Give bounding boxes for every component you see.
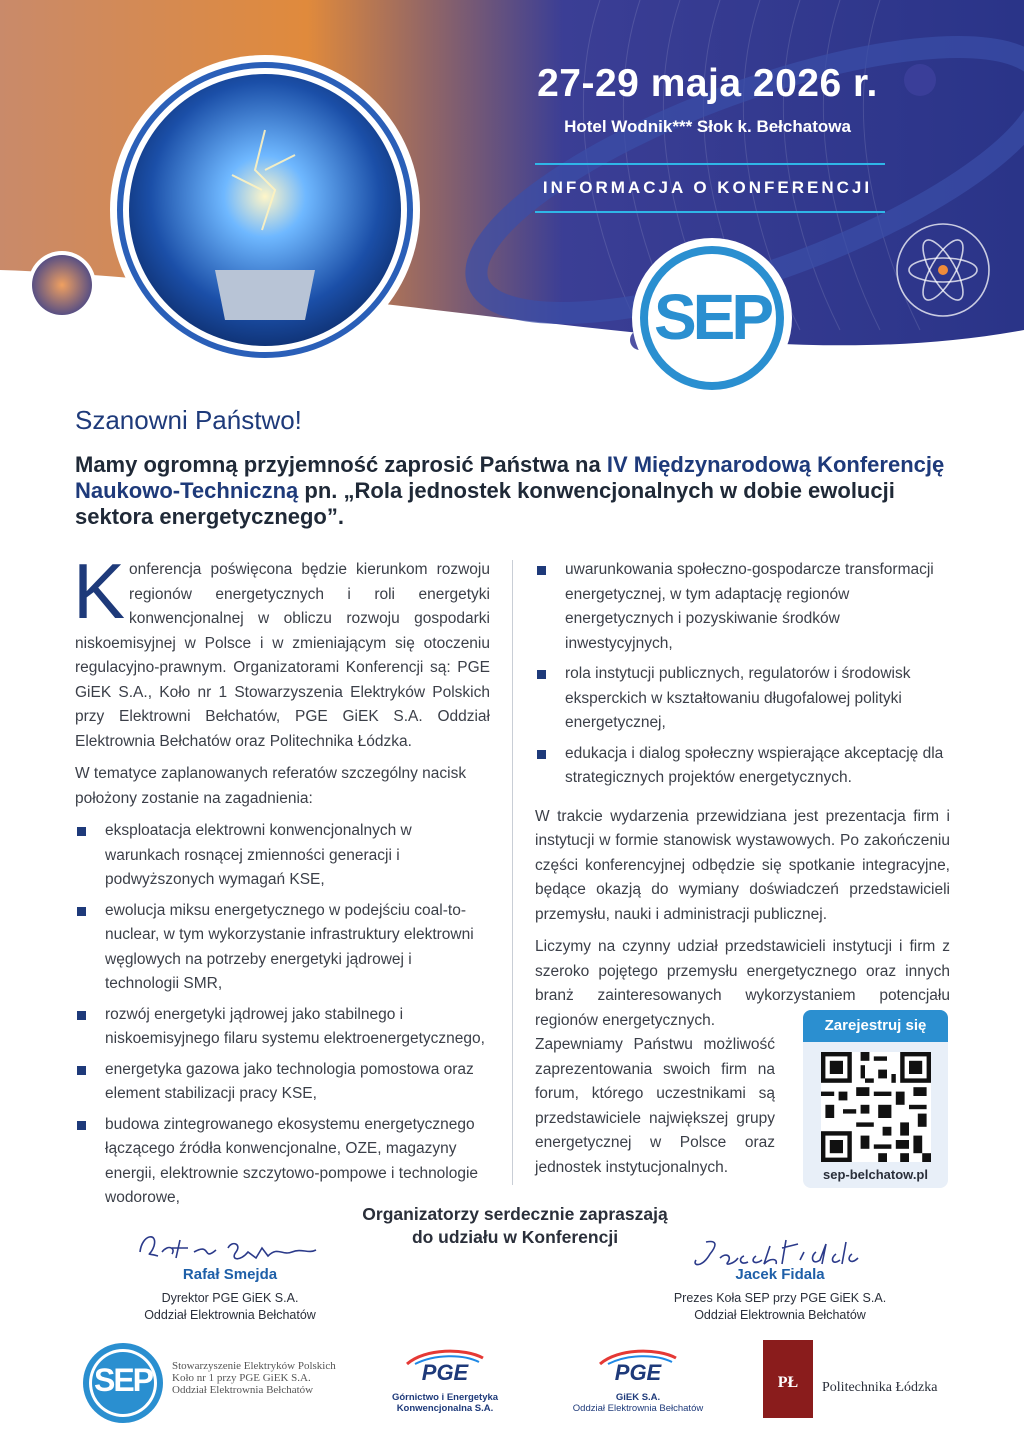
presentation-paragraph: Zapewniamy Państwu możliwość zaprezentowania swoich firm na forum, którego uczestnikami są przedstawiciele największej grupy energetycznej w Polsce oraz jednostek instytucjonalnych. xyxy=(535,1036,775,1176)
invitation-line2: do udziału w Konferencji xyxy=(411,1227,619,1247)
list-item: rola instytucji publicznych, regulatorów i środowisk eksperckich w kształtowaniu długofalowej polityki energetycznej, xyxy=(535,662,950,736)
sep-footer-text xyxy=(172,1360,372,1396)
invitation-text xyxy=(300,1203,730,1249)
signatory-left-name: Rafał Smejda xyxy=(182,1266,278,1283)
politechnika-logo xyxy=(763,1340,813,1418)
topics-intro: W tematyce zaplanowanych referatów szczególny nacisk położony zostanie na zagadnienia: xyxy=(75,765,467,807)
dropcap: K xyxy=(73,547,126,635)
divider-top xyxy=(535,163,885,165)
sep-footer-line1: Stowarzyszenie Elektryków Polskich xyxy=(172,1360,336,1372)
divider-bottom xyxy=(535,211,885,213)
list-item: budowa zintegrowanego ekosystemu energetycznego łączącego źródła konwencjonalne, OZE, magazyny energii, elektrownie szczytowo-pompowe i technologie wodorowe, xyxy=(75,1113,490,1211)
lead-paragraph xyxy=(75,452,955,530)
signatory-right-role xyxy=(640,1290,920,1324)
register-box[interactable] xyxy=(803,1010,948,1188)
register-url[interactable]: sep-belchatow.pl xyxy=(823,1167,928,1182)
list-item: ewolucja miksu energetycznego w podejściu coal-to-nuclear, w tym wykorzystanie infrastruktury elektrowni węglowych na potrzeby energetyki jądrowej i technologii SMR, xyxy=(75,899,490,997)
signatory-right-role1: Prezes Koła SEP przy PGE GiEK S.A. xyxy=(673,1291,887,1305)
conference-info-label: INFORMACJA O KONFERENCJI xyxy=(542,178,873,197)
exhibition-paragraph: W trakcie wydarzenia przewidziana jest prezentacja firm i instytucji w formie stanowisk wystawowych. Po zakończeniu części konferencyjnej odbędzie się spotkanie integracyjne, będące okazją do wymiany doświadczeń przedstawicieli przemysłu, nauki i administracji publicznej. xyxy=(535,807,950,923)
topics-list-right xyxy=(535,558,950,791)
list-item: uwarunkowania społeczno-gospodarcze transformacji energetycznej, w tym adaptację regionów energetycznych i pozyskiwanie środków inwestycyjnych, xyxy=(535,558,950,656)
pge-caption-2 xyxy=(563,1392,713,1414)
pge-caption-2-line2: Oddział Elektrownia Bełchatów xyxy=(572,1403,704,1414)
list-item: edukacja i dialog społeczny wspierające akceptację dla strategicznych projektów energetycznych. xyxy=(535,742,950,791)
lead-part1: Mamy ogromną przyjemność zaprosić Państwa na xyxy=(75,452,607,477)
politechnika-name: Politechnika Łódzka xyxy=(822,1380,938,1395)
signature-left xyxy=(132,1222,322,1272)
sep-logo-text: SEP xyxy=(653,281,771,353)
lead-part2: pn. „Rola jednostek konwencjonalnych w dobie ewolucji sektora energetycznego”. xyxy=(75,478,895,529)
pge-caption-1-line1: Górnictwo i Energetyka xyxy=(391,1392,499,1403)
qr-code-icon[interactable] xyxy=(821,1052,931,1162)
signatory-left-role2: Oddział Elektrownia Bełchatów xyxy=(144,1308,316,1322)
signatory-left-role1: Dyrektor PGE GiEK S.A. xyxy=(161,1291,299,1305)
sep-footer-line2: Koło nr 1 przy PGE GiEK S.A. xyxy=(172,1372,311,1384)
politechnika-logo-text: PŁ xyxy=(777,1374,799,1391)
event-date: 27-29 maja 2026 r. xyxy=(537,62,878,105)
sep-footer-logo-text: SEP xyxy=(93,1362,153,1398)
list-item: eksploatacja elektrowni konwencjonalnych w warunkach rosnącej zmienności generacji i podwyższonych wymagań KSE, xyxy=(75,819,490,893)
pge-caption-1 xyxy=(370,1392,520,1414)
intro-paragraph xyxy=(73,547,490,754)
topics-list-left xyxy=(75,819,490,1211)
list-item: energetyka gazowa jako technologia pomostowa oraz element stabilizacji pracy KSE, xyxy=(75,1058,490,1107)
intro-text: onferencja poświęcona będzie kierunkom rozwoju regionów energetycznych i roli energetyki konwencjonalnej w obliczu rozwoju gospodarki niskoemisyjnej w Polsce i w zmieniającym się otoczeniu regulacyjno-prawnym. Organizatorami Konferencji są: PGE GiEK S.A., Koło nr 1 Stowarzyszenia Elektryków Polskich przy Elektrowni Bełchatów, PGE GiEK S.A. Oddział Elektrownia Bełchatów oraz Politechnika Łódzka. xyxy=(75,561,490,750)
column-divider xyxy=(512,560,513,1185)
lead-highlight: IV Międzynarodową Konferencję Naukowo-Techniczną xyxy=(75,452,945,503)
greeting-heading: Szanowni Państwo! xyxy=(75,405,302,435)
signatory-left-role xyxy=(110,1290,350,1324)
bulb-base-shape xyxy=(215,270,315,320)
pge-logo-2: PGE xyxy=(614,1360,662,1385)
pge-caption-2-line1: GiEK S.A. xyxy=(615,1392,661,1403)
list-item: rozwój energetyki jądrowej jako stabilnego i niskoemisyjnego filaru systemu elektroenergetycznego, xyxy=(75,1003,490,1052)
pge-caption-1-line2: Konwencjonalna S.A. xyxy=(396,1403,494,1414)
left-column xyxy=(73,547,490,1217)
register-label[interactable]: Zarejestruj się xyxy=(803,1010,948,1042)
sep-footer-line3: Oddział Elektrownia Bełchatów xyxy=(172,1384,314,1396)
signatory-right-role2: Oddział Elektrownia Bełchatów xyxy=(694,1308,866,1322)
event-venue: Hotel Wodnik*** Słok k. Bełchatowa xyxy=(564,117,851,136)
signatory-right-name: Jacek Fidala xyxy=(735,1266,825,1283)
participation-paragraph: Liczymy na czynny udział przedstawicieli instytucji i firm z szeroko pojętego przemysłu energetycznego oraz innych branż zainteresowanych wykorzystaniem potencjału regionów energetycznych. xyxy=(535,938,950,1029)
invitation-line1: Organizatorzy serdecznie zapraszają xyxy=(362,1204,668,1224)
pge-logo-1: PGE xyxy=(421,1360,469,1385)
